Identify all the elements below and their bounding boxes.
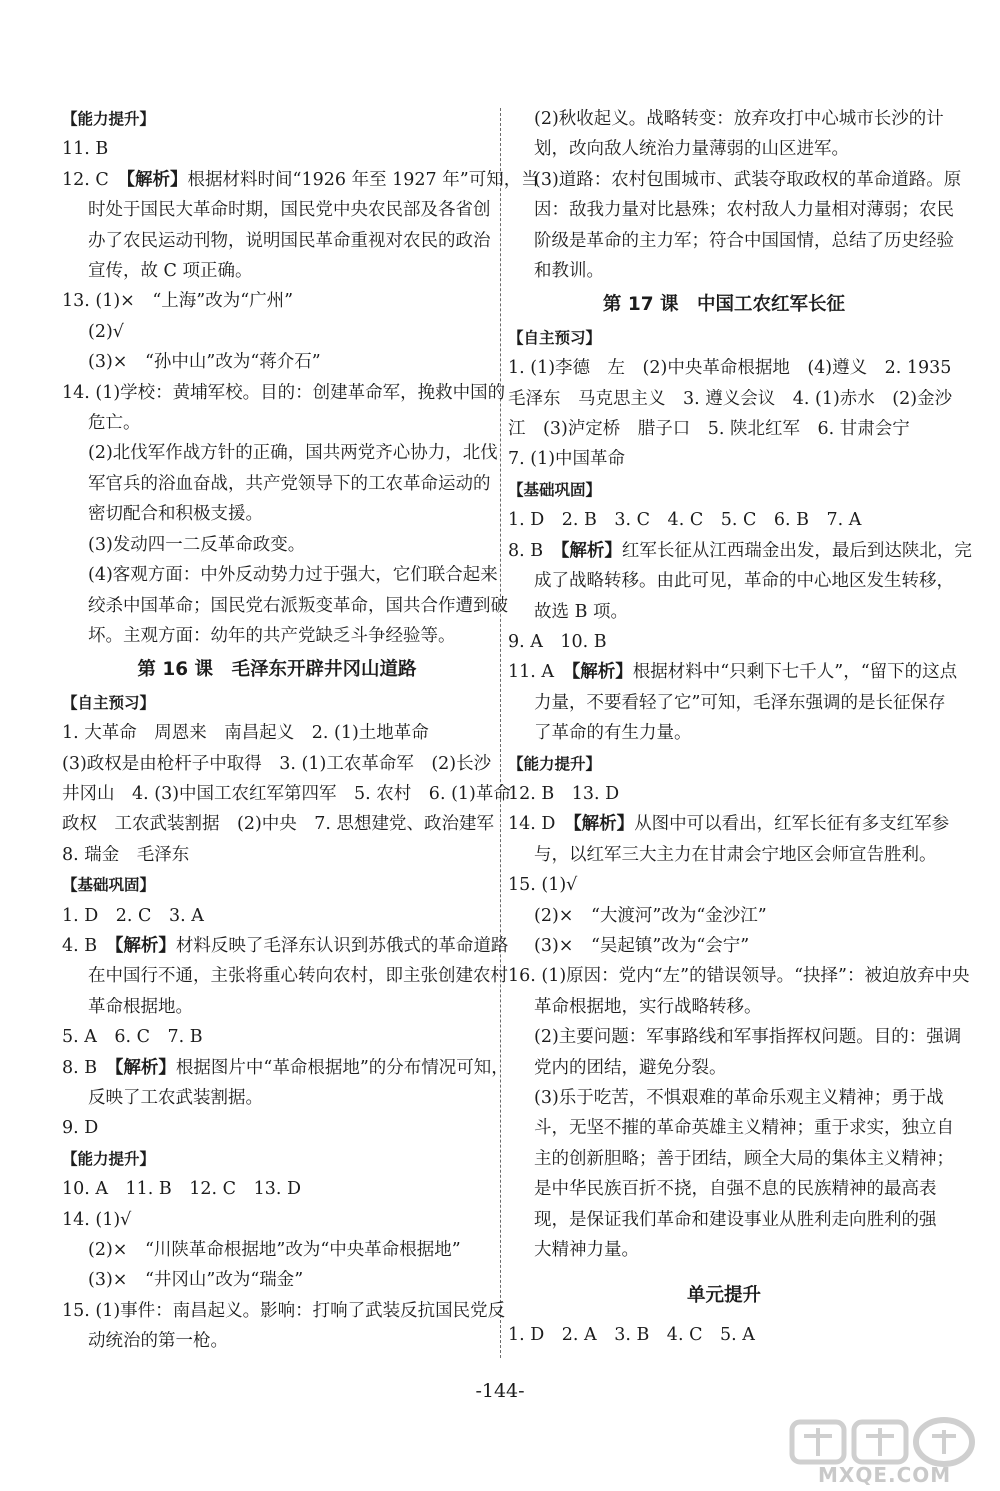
answer-line: 力量，不要看轻了它”可知，毛泽东强调的是长征保存 (534, 692, 946, 713)
answer-line: (4)客观方面：中外反动势力过于强大，它们联合起来 (88, 565, 498, 586)
answer-line: 1. D 2. A 3. B 4. C 5. A (508, 1324, 755, 1345)
answer-line: (2)√ (88, 321, 124, 342)
answer-line: 8. 瑞金 毛泽东 (62, 844, 190, 865)
answer-line: 成了战略转移。由此可见，革命的中心地区发生转移， (534, 571, 954, 592)
answer-line: 革命根据地，实行战略转移。 (534, 996, 762, 1017)
answer-line: 政权 工农武装割据 (2)中央 7. 思想建党、政治建军 (62, 814, 495, 835)
section-label: 【能力提升】 (62, 1149, 156, 1168)
answer-line: (2)秋收起义。战略转变：放弃攻打中心城市长沙的计 (534, 109, 944, 129)
answer-line: 了革命的有生力量。 (534, 723, 692, 744)
right-column (508, 104, 972, 1350)
answer-line: 划，改向敌人统治力量薄弱的山区进军。 (534, 139, 849, 160)
answer-line: 动统治的第一枪。 (88, 1331, 228, 1352)
answer-line: (2)× “川陕革命根据地”改为“中央革命根据地” (88, 1240, 461, 1261)
answer-line: 江 (3)泸定桥 腊子口 5. 陕北红军 6. 甘肃会宁 (508, 419, 910, 440)
answer-line: 宣传，故 C 项正确。 (88, 261, 253, 282)
answer-line: 14. (1)学校：黄埔军校。目的：创建革命军，挽救中国的 (62, 382, 506, 403)
answer-line: 11. B (62, 139, 109, 160)
answer-line: (3)× “孙中山”改为“蒋介石” (88, 352, 321, 373)
answer-line: 7. (1)中国革命 (508, 449, 626, 470)
answer-line: 主的创新胆略；善于团结，顾全大局的集体主义精神； (534, 1148, 954, 1169)
lesson-title: 第 17 课 中国工农红军长征 (602, 294, 846, 316)
answer-line: 和教训。 (534, 261, 604, 282)
answer-line: 9. A 10. B (508, 631, 607, 652)
answer-line: 11. A 【解析】根据材料中“只剩下七千人”，“留下的这点 (508, 662, 958, 683)
section-label: 【自主预习】 (508, 328, 602, 347)
answer-line: 1. D 2. B 3. C 4. C 5. C 6. B 7. A (508, 510, 862, 531)
analysis-tag: 【解析】 (114, 1057, 176, 1078)
answer-line: 井冈山 4. (3)中国工农红军第四军 5. 农村 6. (1)革命 (62, 783, 511, 804)
answer-line: 革命根据地。 (88, 996, 193, 1017)
answer-line: 办了农民运动刊物，说明国民革命重视对农民的政治 (88, 230, 491, 251)
answer-line: 大精神力量。 (534, 1240, 639, 1261)
section-label: 【能力提升】 (62, 110, 156, 128)
answer-line: 毛泽东 马克思主义 3. 遵义会议 4. (1)赤水 (2)金沙 (508, 388, 953, 409)
page-number: -144- (475, 1380, 525, 1402)
answer-line: (2)北伐军作战方针的正确，国共两党齐心协力，北伐 (88, 443, 498, 464)
answer-line: 14. (1)√ (62, 1209, 132, 1230)
answer-line: 9. D (62, 1118, 99, 1139)
answer-line: 斗，无坚不摧的革命英雄主义精神；重于求实，独立自 (534, 1118, 954, 1139)
answer-line: 1. (1)李德 左 (2)中央革命根据地 (4)遵义 2. 1935 (508, 358, 952, 379)
answer-line: 10. A 11. B 12. C 13. D (62, 1179, 301, 1200)
answer-line: 是中华民族百折不挠，自强不息的民族精神的最高表 (534, 1179, 937, 1200)
answer-line: 现，是保证我们革命和建设事业从胜利走向胜利的强 (534, 1209, 937, 1230)
answer-line: 16. (1)原因：党内“左”的错误领导。“抉择”：被迫放弃中央 (508, 966, 970, 987)
answer-line: 13. (1)× “上海”改为“广州” (62, 291, 294, 312)
answer-line: 时处于国民大革命时期，国民党中央农民部及各省创 (88, 200, 491, 221)
answer-line: 密切配合和积极支援。 (88, 504, 263, 525)
answer-line: 15. (1)√ (508, 875, 578, 896)
watermark-site: MXQE.COM (818, 1463, 952, 1487)
analysis-tag: 【解析】 (571, 662, 633, 683)
answer-line: 军官兵的浴血奋战，共产党领导下的工农革命运动的 (88, 473, 491, 494)
answer-line: 与，以红军三大主力在甘肃会宁地区会师宣告胜利。 (534, 844, 937, 865)
answer-line: 1. 大革命 周恩来 南昌起义 2. (1)土地革命 (62, 723, 429, 744)
unit-title: 单元提升 (686, 1285, 761, 1307)
answer-line: 反映了工农武装割据。 (88, 1088, 263, 1108)
answer-line: 5. A 6. C 7. B (62, 1027, 203, 1048)
analysis-tag: 【解析】 (572, 814, 635, 835)
answer-line: (3)发动四一二反革命政变。 (88, 534, 306, 555)
answer-line: (2)× “大渡河”改为“金沙江” (534, 905, 767, 926)
answer-line: 8. B 【解析】根据图片中“革命根据地”的分布情况可知， (62, 1057, 509, 1078)
analysis-tag: 【解析】 (560, 540, 622, 561)
analysis-tag: 【解析】 (126, 169, 188, 190)
answer-line: 故选 B 项。 (534, 601, 628, 622)
answer-line: 15. (1)事件：南昌起义。影响：打响了武装反抗国民党反 (62, 1300, 506, 1321)
answer-line: (3)道路：农村包围城市、武装夺取政权的革命道路。原 (534, 169, 962, 190)
answer-line: 绞杀中国革命；国民党右派叛变革命，国共合作遭到破 (88, 595, 508, 616)
column-divider (500, 108, 501, 1358)
answer-line: 党内的团结，避免分裂。 (534, 1057, 727, 1078)
answer-line: (3)乐于吃苦，不惧艰难的革命乐观主义精神；勇于战 (534, 1088, 944, 1108)
answer-line: 8. B 【解析】红军长征从江西瑞金出发，最后到达陕北，完 (508, 540, 972, 561)
section-label: 【基础巩固】 (62, 876, 156, 895)
answer-line: 12. C 【解析】根据材料时间“1926 年至 1927 年”可知，当 (62, 169, 539, 190)
analysis-tag: 【解析】 (114, 935, 176, 956)
answer-line: 1. D 2. C 3. A (62, 905, 204, 926)
answer-line: 在中国行不通，主张将重心转向农村，即主张创建农村 (88, 966, 508, 987)
answer-line: (2)主要问题：军事路线和军事指挥权问题。目的：强调 (534, 1027, 962, 1048)
answer-line: 因：敌我力量对比悬殊；农村敌人力量相对薄弱；农民 (534, 200, 954, 221)
answer-line: 4. B 【解析】材料反映了毛泽东认识到苏俄式的革命道路 (62, 935, 509, 956)
section-label: 【自主预习】 (62, 693, 156, 712)
answer-line: (3)× “井冈山”改为“瑞金” (88, 1270, 304, 1291)
lesson-title: 第 16 课 毛泽东开辟井冈山道路 (137, 659, 417, 681)
answer-line: (3)× “吴起镇”改为“会宁” (534, 935, 750, 956)
answer-line: 阶级是革命的主力军；符合中国国情，总结了历史经验 (534, 230, 954, 251)
answer-line: 14. D 【解析】从图中可以看出，红军长征有多支红军参 (508, 814, 950, 835)
answer-line: (3)政权是由枪杆子中取得 3. (1)工农革命军 (2)长沙 (62, 753, 492, 774)
section-label: 【能力提升】 (508, 754, 602, 773)
answer-line: 12. B 13. D (508, 783, 620, 804)
answer-line: 坏。主观方面：幼年的共产党缺乏斗争经验等。 (88, 625, 456, 646)
section-label: 【基础巩固】 (508, 480, 602, 499)
answer-line: 危亡。 (88, 413, 141, 434)
left-column (62, 104, 539, 1357)
